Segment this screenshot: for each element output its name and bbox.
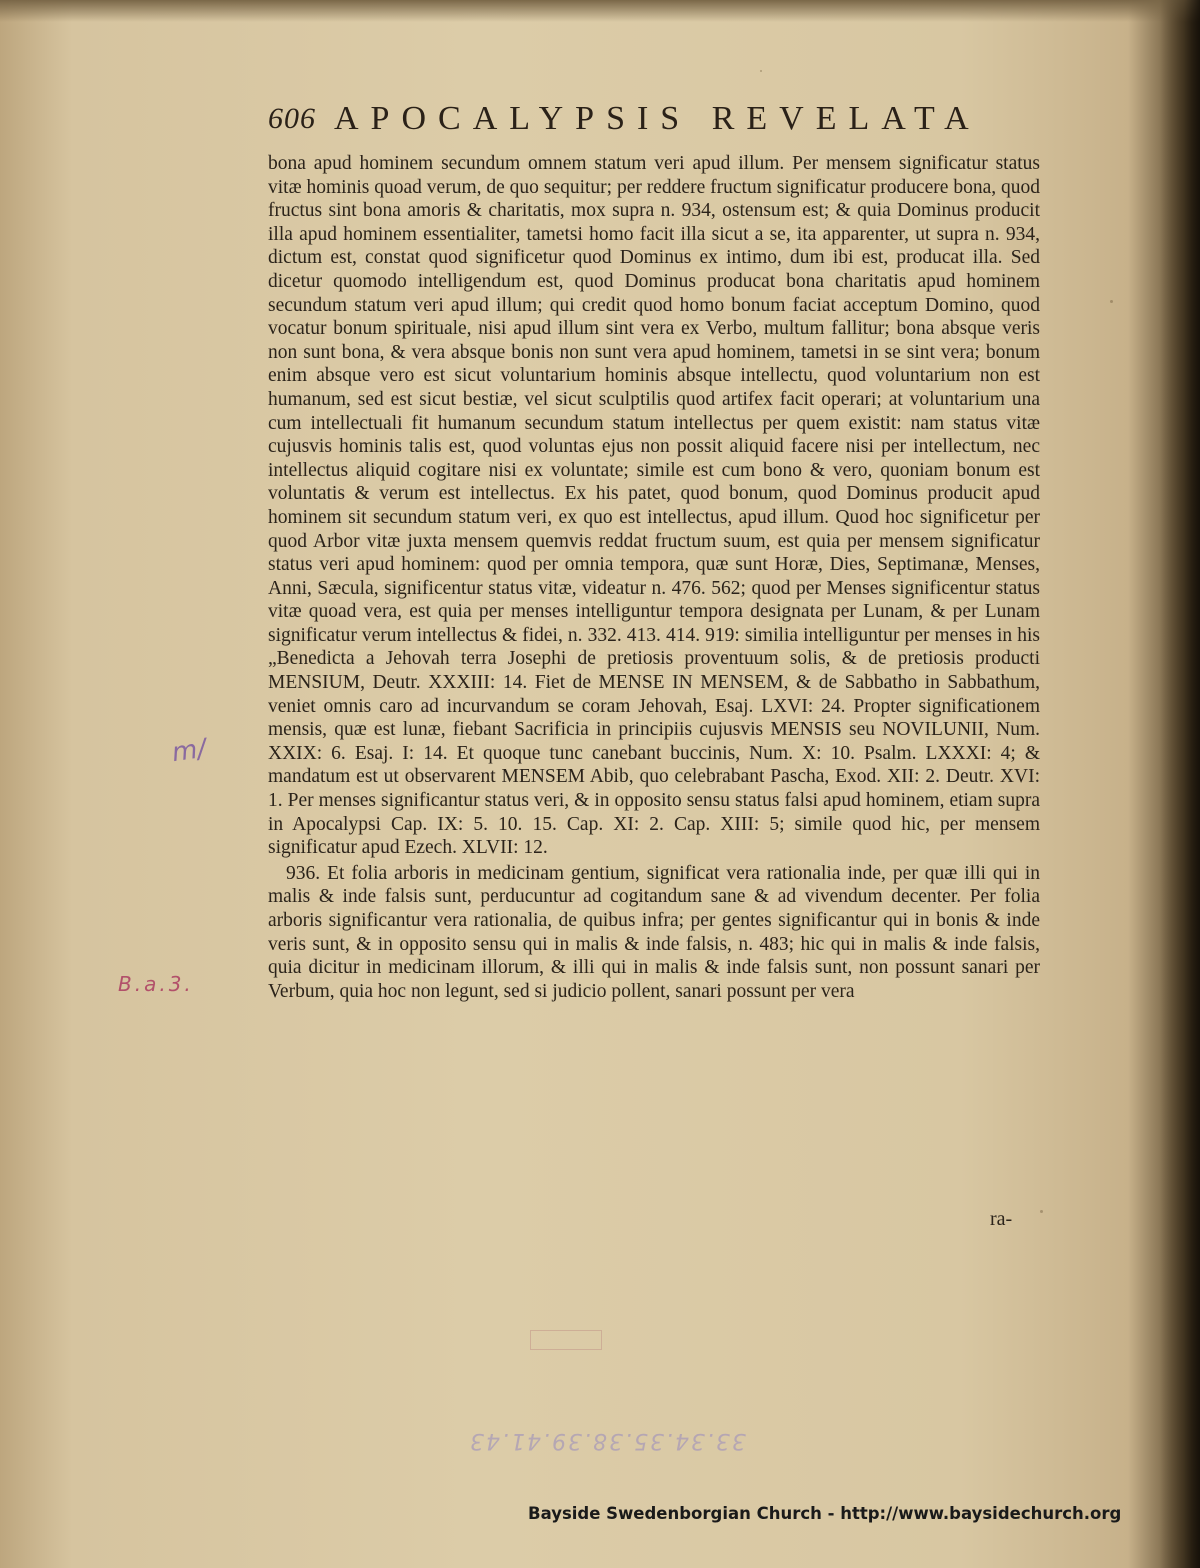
footer-credit: Bayside Swedenborgian Church - http://www.baysidechurch.org [528,1504,1122,1523]
page-number: 606 [268,102,316,135]
margin-note-bottom: 33.34.35.38.39.41.43 [468,1428,746,1453]
paragraph-2: 936. Et folia arboris in medicinam gentium, significat vera rationalia inde, per quæ illi qui in malis & inde falsis sunt, perducuntur ad cogitandum sane & ad vivendum decenter. Per folia arboris significantur vera rationalia, de quibus infra; per gentes significantur qui in bonis & inde veris sunt, & in opposito sensu qui in malis & inde falsis, n. 483; hic qui in malis & inde falsis, quia dicitur in medicinam illorum, & illi qui in malis & inde falsis sunt, non possunt sanari per Verbum, quia hoc non legunt, sed si judicio pollent, sanari possunt per vera [268,862,1040,1002]
page-header [268,96,1018,146]
paper-speck [1110,300,1113,303]
body-text [268,152,1040,1003]
spine-shadow [1160,0,1200,1568]
catchword: ra- [990,1208,1013,1230]
margin-note-upper: m/ [170,733,209,769]
paper-speck [1040,1210,1043,1213]
paper-speck [760,70,762,72]
running-title: APOCALYPSIS REVELATA [334,100,981,137]
paragraph-1: bona apud hominem secundum omnem statum veri apud illum. Per mensem significatur status vitæ hominis quoad verum, de quo sequitur; per reddere fructum significatur producere bona, quod fructus sint bona amoris & charitatis, mox supra n. 934, ostensum est; & quia Dominus producit illa apud hominem essentialiter, tametsi homo facit illa sicut a se, ita apparenter, ut supra n. 934, dictum est, constat quod significetur quod Dominus ex intimo, dum ibi est, producat illa. Sed dicetur quomodo intelligendum est, quod Dominus producat bona charitatis apud hominem secundum statum veri apud illum; qui credit quod homo bonum faciat acceptum Domino, quod vocatur bonum spirituale, nisi apud illum sint vera ex Verbo, multum fallitur; bona absque veris non sunt bona, & vera absque bonis non sunt vera apud hominem, tametsi in se sint vera; bonum enim absque vero est sicut voluntarium hominis absque intellectu, quod voluntarium non est humanum, sed est sicut bestiæ, vel sicut sculptilis quod artifex facit operari; at voluntarium una cum intellectuali fit humanum secundum statum intellectus per quem existit: nam status vitæ cujusvis hominis talis est, quod voluntas ejus non possit aliquid facere nisi per intellectum, nec intellectus aliquid cogitare nisi ex voluntate; simile est cum bono & vero, quoniam bonum est voluntatis & verum est intellectus. Ex his patet, quod bonum, quod Dominus producit apud hominem sit secundum statum veri, ex quo est intellectus, apud illum. Quod hoc significetur per quod Arbor vitæ juxta mensem quemvis reddat fructum suum, est quia per mensem significatur status veri apud hominem: quod per omnia tempora, quæ sunt Horæ, Dies, Septimanæ, Menses, Anni, Sæcula, significentur status vitæ, videatur n. 476. 562; quod per Menses significentur status vitæ quoad vera, est quia per menses intelliguntur tempora designata per Lunam, & per Lunam significatur verum intellectus & fidei, n. 332. 413. 414. 919: similia intelliguntur per menses in his „Benedicta a Jehovah terra Josephi de pretiosis proventuum solis, & de pretiosis producti MENSIUM, Deutr. XXXIII: 14. Fiet de MENSE IN MENSEM, & de Sabbatho in Sabbathum, veniet omnis caro ad incurvandum se coram Jehovah, Esaj. LXVI: 24. Propter significationem mensis, quæ est lunæ, fiebant Sacrificia in principiis cujusvis MENSIS seu NOVILUNII, Num. XXIX: 6. Esaj. I: 14. Et quoque tunc canebant buccinis, Num. X: 10. Psalm. LXXXI: 4; & mandatum est ut observarent MENSEM Abib, quo celebrabant Pascha, Exod. XII: 2. Deutr. XVI: 1. Per menses significantur status veri, & in opposito sensu status falsi apud hominem, etiam supra in Apocalypsi Cap. IX: 5. 10. 15. Cap. XI: 2. Cap. XIII: 5; simile quod hic, per mensem significatur apud Ezech. XLVII: 12. [268,153,1040,859]
page-top-edge [0,0,1200,22]
margin-note-lower: B.a.3. [118,972,194,996]
faint-stamp [530,1330,602,1350]
